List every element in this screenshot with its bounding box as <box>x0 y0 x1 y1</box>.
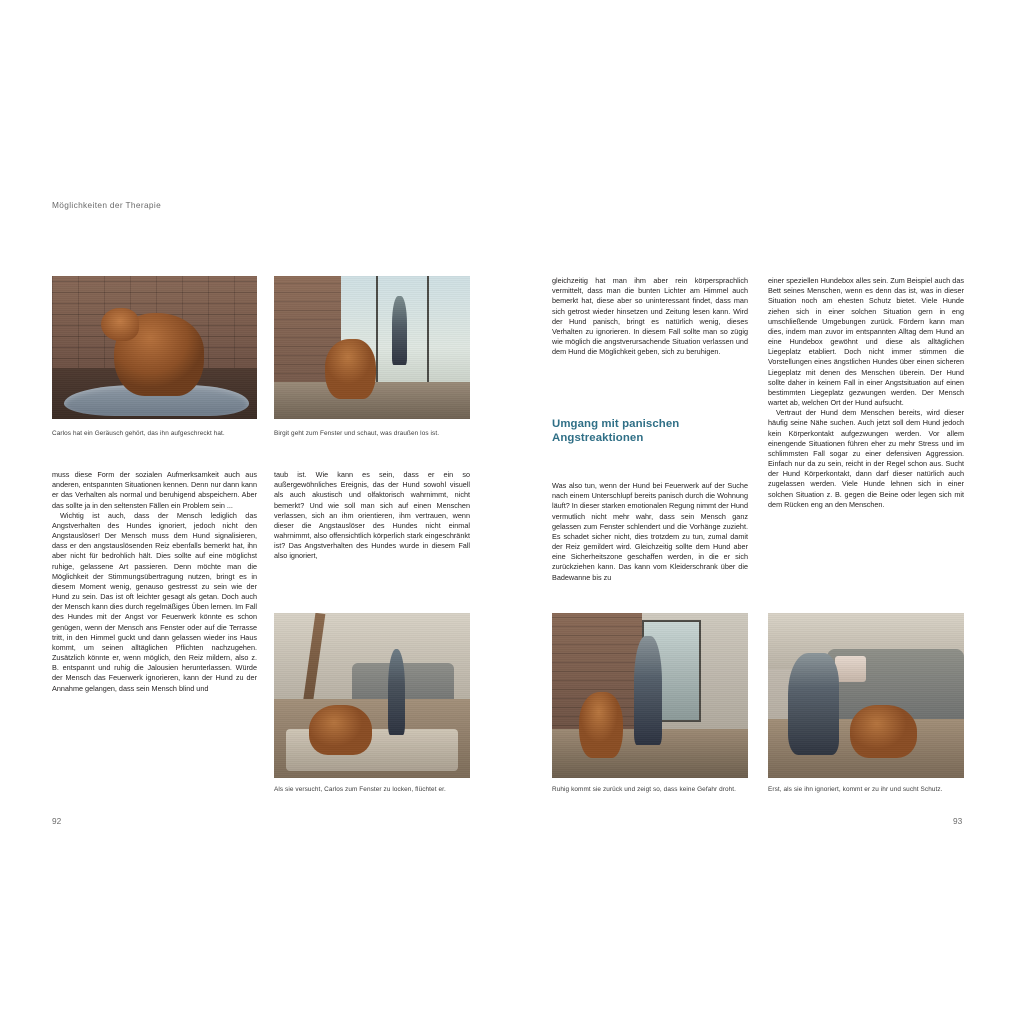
photo-dog-on-blanket <box>52 276 257 419</box>
caption-photo-3: Als sie versucht, Carlos zum Fenster zu locken, flüchtet er. <box>274 786 446 793</box>
paragraph: einer speziellen Hundebox alles sein. Zum Beispiel auch das Bett seines Menschen, wenn es denn das ist, was in dieser Situation noch am ehesten Schutz bietet. Viele Hunde ziehen sich in einer solchen Situation gern in eng umschließende Umgebungen zurück. Fördern kann man dies, indem man zuvor im entspannten Alltag dem Hund an eine Hundebox gewöhnt und diese als alltäglichen Liegeplatz etabliert. Doch nicht immer stimmen die Vorstellungen eines ängstlichen Hundes über einen sicheren Liegeplatz mit denen des Menschen überein. Der Hund sollte daher in keinem Fall in einer Angstsituation auf einen bestimmten Liegeplatz gezwungen werden. Der Mensch wartet ab, welchen Ort der Hund aufsucht. <box>768 276 964 408</box>
paragraph: Wichtig ist auch, dass der Mensch lediglich das Angstverhalten des Hundes ignoriert, jedoch nicht den Angstauslöser! Der Mensch muss dem Hund signalisieren, dass er den angstauslösenden Reiz ebenfalls bemerkt hat, ihn aber nicht für bedrohlich hält. Dies sollte auf eine möglichst ruhige, gelassene Art passieren. Denn möchte man die Möglichkeit der Stimmungsübertragung nutzen, bringt es in diesem Moment wenig, genauso gestresst zu sein wie der Hund zu sein. Das ist oft leichter gesagt als getan. Doch auch der Mensch kann dies durch regelmäßiges Üben lernen. Im Fall des Hundes mit der Angst vor Feuerwerk könnte es schon genügen, wenn der Mensch ans Fenster oder auf die Terrasse tritt, in den Himmel guckt und dann gelassen wieder ins Haus kommt, um seinen alltäglichen Pflichten nachzugehen. Zusätzlich könnte er, wenn möglich, den Reiz mildern, also z. B. entspannt und ruhig die Jalousien herunterlassen. Würde der Mensch das Feuerwerk ignorieren, kann der Hund zu der Annahme gelangen, dass sein Mensch blind und <box>52 510 257 693</box>
text-column-left-1 <box>52 470 257 694</box>
paragraph: muss diese Form der sozialen Aufmerksamkeit auch aus anderen, entspannten Situationen kennen. Denn nur dann kann er das Verhalten als normal und beruhigend abspeichern. Aber das sollte ja in den seltensten Fällen ein Problem sein ... <box>52 470 257 510</box>
paragraph: Was also tun, wenn der Hund bei Feuerwerk auf der Suche nach einem Unterschlupf bereits panisch durch die Wohnung läuft? In dieser starken emotionalen Regung nimmt der Hund vermutlich nicht mehr wahr, dass sein Mensch ganz gelassen zum Fenster schlendert und die Vorhänge zuzieht. Es schadet sicher nicht, dies trotzdem zu tun, zumal damit der Reiz gemildert wird. Gleichzeitig sollte dem Hund aber eine Sicherheitszone geschaffen werden, in die er sich zurückziehen kann. Das kann vom Kleiderschrank über die Badewanne bis zu <box>552 481 748 582</box>
section-subheading: Umgang mit panischen Angstreaktionen <box>552 418 680 445</box>
caption-photo-1: Carlos hat ein Geräusch gehört, das ihn aufgeschreckt hat. <box>52 430 225 437</box>
text-column-right-1a <box>552 276 748 357</box>
paragraph: Vertraut der Hund dem Menschen bereits, wird dieser häufig seine Nähe suchen. Auch jetzt soll dem Hund jedoch kein Körperkontakt aufgezwungen werden. Vor allem einengende Situationen führen eher zu mehr Stress und im schlimmsten Fall sogar zu einer defensiven Aggression. Einfach nur da zu sein, reicht in der Regel schon aus. Sucht der Hund Körperkontakt, dann darf dieser natürlich auch zugelassen werden. Viele Hunde lehnen sich in einer solchen Situation z. B. gegen die Beine oder legen sich mit dem Rücken eng an den Menschen. <box>768 408 964 509</box>
text-column-right-1b <box>552 481 748 583</box>
paragraph: gleichzeitig hat man ihm aber rein körpersprachlich vermittelt, dass man die bunten Lichter am Himmel auch bemerkt hat, diese aber so uninteressant findet, dass man sich getrost wieder hinsetzen und Zeitung lesen kann. Wird der Hund panisch, bringt es natürlich wenig, dieses Verhalten zu ignorieren. In diesem Fall sollte man so zügig wie möglich die angstverursachende Situation verlassen und dem Hund die Möglichkeit geben, sich zu beruhigen. <box>552 276 748 357</box>
caption-photo-2: Birgit geht zum Fenster und schaut, was draußen los ist. <box>274 430 440 437</box>
photo-sitting-with-dog <box>768 613 964 778</box>
photo-living-room-call <box>274 613 470 778</box>
photo-hallway-return <box>552 613 748 778</box>
folio-right: 93 <box>953 816 963 826</box>
paragraph: taub ist. Wie kann es sein, dass er ein so außergewöhnliches Ereignis, das der Hund sowohl visuell als auch akustisch und olfaktorisch wahrnimmt, nicht bemerkt? Und wie soll man sich auf einen Menschen verlassen, sich an ihm orientieren, ihm vertrauen, wenn dieser die Angstauslöser des Hundes nicht einmal wahrnimmt, also offensichtlich körperlich stark eingeschränkt ist? Das Angstverhalten des Hundes wurde in diesem Fall also ignoriert, <box>274 470 470 561</box>
running-head: Möglichkeiten der Therapie <box>52 200 162 210</box>
text-column-right-2 <box>768 276 964 510</box>
photo-terrace-door <box>274 276 470 419</box>
caption-photo-4: Ruhig kommt sie zurück und zeigt so, dass keine Gefahr droht. <box>552 786 737 793</box>
text-column-left-2 <box>274 470 470 562</box>
folio-left: 92 <box>52 816 62 826</box>
caption-photo-5: Erst, als sie ihn ignoriert, kommt er zu ihr und sucht Schutz. <box>768 786 943 793</box>
